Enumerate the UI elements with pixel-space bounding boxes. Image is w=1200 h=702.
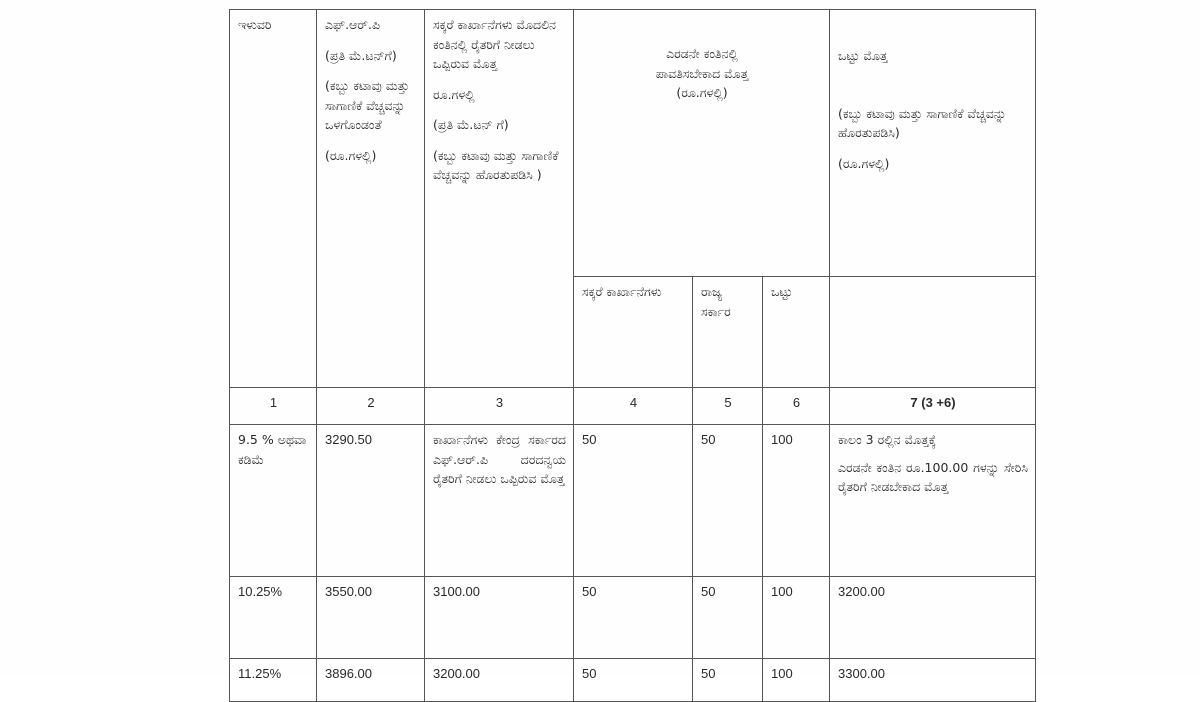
cell-grand-total: 3200.00 <box>830 577 1036 659</box>
header-first-installment <box>425 10 574 388</box>
column-number-4: 4 <box>574 388 693 425</box>
header-row <box>230 10 1036 277</box>
header-frp-title: ಎಫ್.ಆರ್.ಪಿ <box>325 17 380 32</box>
header-grand-total <box>830 10 1036 277</box>
header-second-installment-line2: ಪಾವತಿಸಬೇಕಾದ ಮೊತ್ತ <box>655 65 749 81</box>
header-first-installment-exclusive-note: (ಕಬ್ಬು ಕಟಾವು ಮತ್ತು ಸಾಗಾಣಿಕೆ ವೆಚ್ಚವನ್ನು ಹೊರತುಪಡಿಸಿ ) <box>433 147 559 182</box>
table-row <box>230 425 1036 577</box>
header-frp-per-ton: (ಪ್ರತಿ ಮೆ.ಟನ್‌ಗೆ) <box>325 47 397 63</box>
column-number-2: 2 <box>317 388 425 425</box>
header-grand-total-exclusive-note: (ಕಬ್ಬು ಕಟಾವು ಮತ್ತು ಸಾಗಾಣಿಕೆ ವೆಚ್ಚವನ್ನು ಹೊರತುಪಡಿಸಿ) <box>838 105 1007 140</box>
cell-yield: 11.25% <box>230 659 317 702</box>
header-state-govt <box>693 277 763 388</box>
header-grand-total-title: ಒಟ್ಟು ಮೊತ್ತ <box>838 48 888 63</box>
column-number-7: 7 (3 +6) <box>830 388 1036 425</box>
header-total-label: ಒಟ್ಟು <box>771 284 793 299</box>
cell-state-govt: 50 <box>693 577 763 659</box>
cell-total: 100 <box>763 577 830 659</box>
cell-state-govt: 50 <box>693 425 763 577</box>
header-yield-label: ಇಳುವರಿ <box>238 17 272 32</box>
header-first-installment-title: ಸಕ್ಕರೆ ಕಾರ್ಖಾನೆಗಳು ಮೊದಲಿನ ಕಂತಿನಲ್ಲಿ ರೈತರಿಗೆ ನೀಡಲು ಒಪ್ಪಿರುವ ಮೊತ್ತ <box>433 17 556 71</box>
cell-frp: 3896.00 <box>317 659 425 702</box>
cell-grand-total <box>830 425 1036 577</box>
column-number-1: 1 <box>230 388 317 425</box>
header-frp-unit: (ರೂ.ಗಳಲ್ಲಿ) <box>325 147 377 163</box>
grand-total-value: ಕಾಲಂ 3 ರಲ್ಲಿನ ಮೊತ್ತಕ್ಕೆ <box>838 432 937 447</box>
cell-factories: 50 <box>574 577 693 659</box>
header-frp <box>317 10 425 388</box>
column-number-6: 6 <box>763 388 830 425</box>
header-second-installment-unit: (ರೂ.ಗಳಲ್ಲಿ) <box>676 85 728 100</box>
header-grand-total-unit: (ರೂ.ಗಳಲ್ಲಿ) <box>838 155 890 171</box>
header-second-installment <box>574 10 830 277</box>
header-first-installment-per-ton: (ಪ್ರತಿ ಮೆ.ಟನ್ ಗೆ) <box>433 117 509 132</box>
header-yield <box>230 10 317 388</box>
column-number-3: 3 <box>425 388 574 425</box>
cell-first-installment: 3200.00 <box>425 659 574 702</box>
header-factories <box>574 277 693 388</box>
header-second-installment-line1: ಎರಡನೇ ಕಂತಿನಲ್ಲಿ <box>666 46 738 61</box>
header-first-installment-unit: ರೂ.ಗಳಲ್ಲಿ <box>433 86 475 102</box>
cell-total: 100 <box>763 659 830 702</box>
header-grand-total-sub-empty <box>830 277 1036 388</box>
cell-yield: 10.25% <box>230 577 317 659</box>
cell-total: 100 <box>763 425 830 577</box>
yield-value: 9.5 % ಅಥವಾ ಕಡಿಮೆ <box>238 432 307 467</box>
cell-grand-total: 3300.00 <box>830 659 1036 702</box>
header-state-govt-label: ರಾಜ್ಯ ಸರ್ಕಾರ <box>701 284 731 319</box>
cell-frp: 3550.00 <box>317 577 425 659</box>
grand-total-note: ಎರಡನೇ ಕಂತಿನ ರೂ.100.00 ಗಳನ್ನು ಸೇರಿಸಿ ರೈತರಿಗೆ ನೀಡಬೇಕಾದ ಮೊತ್ತ <box>838 459 1029 494</box>
cell-first-installment: 3100.00 <box>425 577 574 659</box>
cell-factories: 50 <box>574 425 693 577</box>
column-number-row <box>230 388 1036 425</box>
cell-first-installment <box>425 425 574 577</box>
frp-payment-table <box>229 9 1036 702</box>
header-frp-inclusive-note: (ಕಬ್ಬು ಕಟಾವು ಮತ್ತು ಸಾಗಾಣಿಕೆ ವೆಚ್ಚವನ್ನು ಒಳಗೊಂಡಂತೆ <box>325 78 410 132</box>
table-row <box>230 577 1036 659</box>
cell-frp: 3290.50 <box>317 425 425 577</box>
header-total <box>763 277 830 388</box>
table-row <box>230 659 1036 702</box>
cell-state-govt: 50 <box>693 659 763 702</box>
cell-factories: 50 <box>574 659 693 702</box>
first-installment-value: ಕಾರ್ಖಾನೆಗಳು ಕೇಂದ್ರ ಸರ್ಕಾರದ ಎಫ್.ಆರ್.ಪಿ ದರದನ್ವಯ ರೈತರಿಗೆ ನೀಡಲು ಒಪ್ಪಿರುವ ಮೊತ್ತ <box>433 432 566 486</box>
header-factories-label: ಸಕ್ಕರೆ ಕಾರ್ಖಾನೆಗಳು <box>582 284 662 299</box>
column-number-5: 5 <box>693 388 763 425</box>
cell-yield <box>230 425 317 577</box>
